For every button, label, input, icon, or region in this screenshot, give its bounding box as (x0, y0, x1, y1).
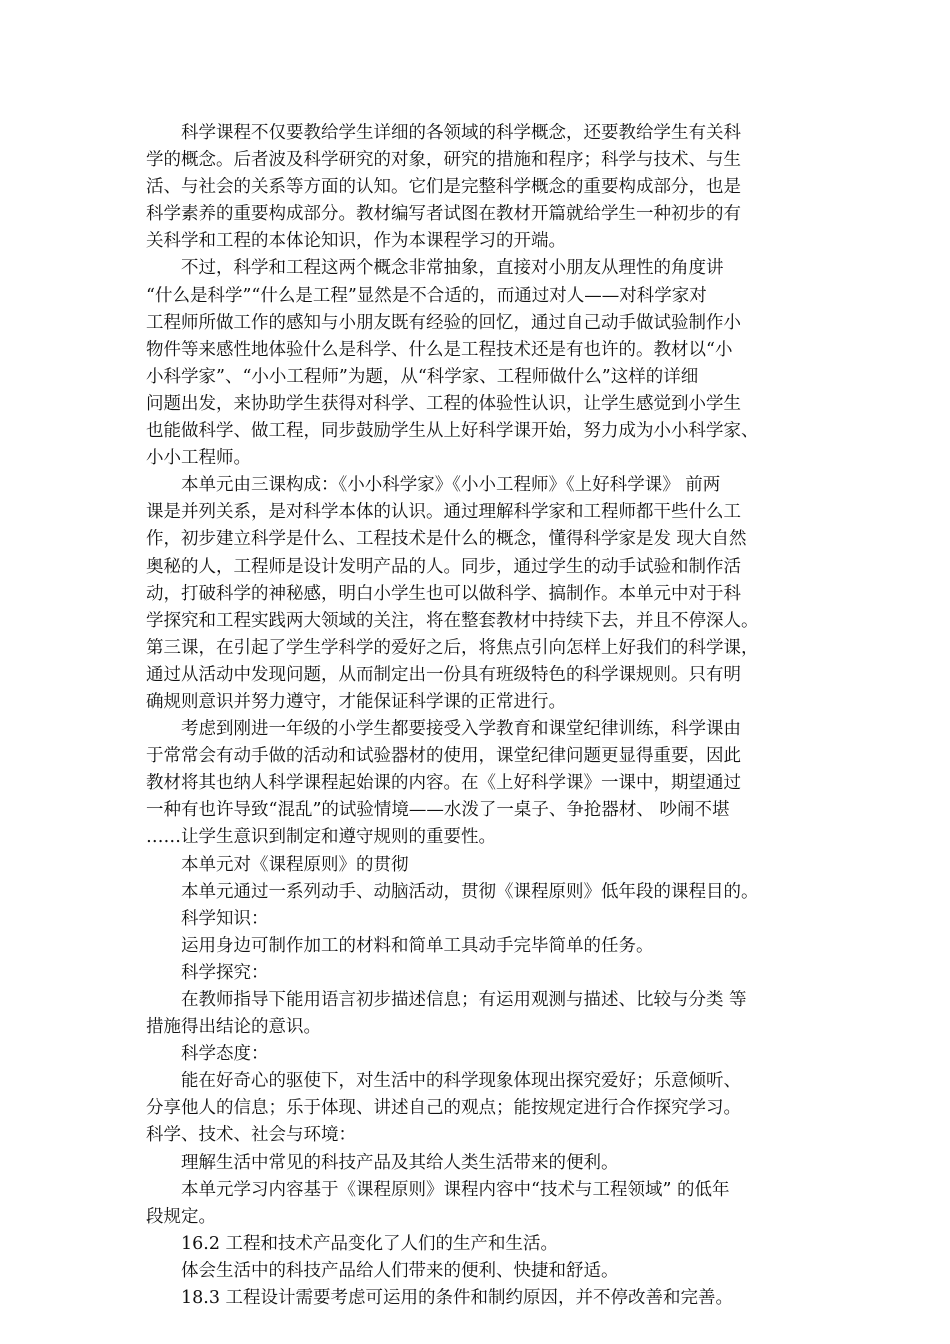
text-line: 科学知识： (181, 908, 269, 929)
text-line: 学探究和工程实践两大领域的关注，将在整套教材中持续下去，并且不停深人。 (146, 610, 759, 631)
text-line: 段规定。 (146, 1206, 216, 1227)
text-line: 科学态度： (181, 1044, 269, 1065)
document-body (146, 120, 811, 1312)
text-line: 体会生活中的科技产品给人们带来的便利、快捷和舒适。 (181, 1260, 619, 1281)
text-line: 课是并列关系，是对科学本体的认识。通过理解科学家和工程师都干些什么工 (146, 502, 741, 523)
text-line: 第三课，在引起了学生学科学的爱好之后，将焦点引向怎样上好我们的科学课， (146, 637, 759, 658)
text-line: “什么是科学”“什么是工程”显然是不合适的，而通过对人——对科学家对 (146, 285, 707, 306)
text-line: 一种有也许导致“混乱”的试验情境——水泼了一桌子、争抢器材、 吵闹不堪 (146, 800, 730, 821)
text-line: 理解生活中常见的科技产品及其给人类生活带来的便利。 (181, 1152, 619, 1173)
text-line: ……让学生意识到制定和遵守规则的重要性。 (146, 827, 496, 848)
text-line: 通过从活动中发现问题，从而制定出一份具有班级特色的科学课规则。只有明 (146, 664, 741, 685)
text-line: 动，打破科学的神秘感，明白小学生也可以做科学、搞制作。本单元中对于科 (146, 583, 741, 604)
text-line: 考虑到刚进一年级的小学生都要接受入学教育和课堂纪律训练，科学课由 (181, 719, 741, 740)
text-line: 本单元学习内容基于《课程原则》课程内容中“技术与工程领域” 的低年 (181, 1179, 730, 1200)
text-line: 本单元通过一系列动手、动脑活动，贯彻《课程原则》低年段的课程目的。 (181, 881, 759, 902)
text-line: 本单元由三课构成：《小小科学家》《小小工程师》《上好科学课》 前两 (181, 475, 721, 496)
text-line: 不过，科学和工程这两个概念非常抽象，直接对小朋友从理性的角度讲 (181, 258, 724, 279)
text-line: 分享他人的信息；乐于体现、讲述自己的观点；能按规定进行合作探究学习。 (146, 1098, 741, 1119)
text-line: 教材将其也纳人科学课程起始课的内容。在《上好科学课》一课中，期望通过 (146, 773, 741, 794)
text-line: 措施得出结论的意识。 (146, 1017, 321, 1038)
document-page (146, 120, 811, 1312)
text-line: 活、与社会的关系等方面的认知。它们是完整科学概念的重要构成部分，也是 (146, 177, 741, 198)
text-line: 问题出发，来协助学生获得对科学、工程的体验性认识，让学生感觉到小学生 (146, 393, 741, 414)
text-line: 也能做科学、做工程，同步鼓励学生从上好科学课开始，努力成为小小科学家、 (146, 421, 759, 442)
text-line: 学的概念。后者波及科学研究的对象，研究的措施和程序；科学与技术、与生 (146, 150, 741, 171)
text-line: 科学素养的重要构成部分。教材编写者试图在教材开篇就给学生一种初步的有 (146, 204, 741, 225)
text-line: 16.2 工程和技术产品变化了人们的生产和生活。 (181, 1233, 559, 1254)
text-line: 物件等来感性地体验什么是科学、什么是工程技术还是有也许的。教材以“小 (146, 339, 733, 360)
text-line: 科学课程不仅要教给学生详细的各领域的科学概念，还要教给学生有关科 (181, 123, 741, 143)
text-line: 工程师所做工作的感知与小朋友既有经验的回忆，通过自己动手做试验制作小 (146, 312, 741, 333)
text-line: 小科学家”、“小小工程师”为题，从“科学家、工程师做什么”这样的详细 (146, 366, 699, 387)
text-line: 18.3 工程设计需要考虑可运用的条件和制约原因，并不停改善和完善。 (181, 1288, 734, 1309)
text-line: 于常常会有动手做的活动和试验器材的使用，课堂纪律问题更显得重要，因此 (146, 746, 741, 767)
text-line: 奥秘的人，工程师是设计发明产品的人。同步，通过学生的动手试验和制作活 (146, 556, 741, 577)
text-line: 科学探究： (181, 962, 269, 983)
text-line: 在教师指导下能用语言初步描述信息；有运用观测与描述、比较与分类 等 (181, 990, 747, 1010)
text-line: 关科学和工程的本体论知识，作为本课程学习的开端。 (146, 231, 566, 252)
text-line: 小小工程师。 (146, 448, 251, 469)
text-line: 作，初步建立科学是什么、工程技术是什么的概念，懂得科学家是发 现大自然 (146, 529, 747, 550)
text-line: 能在好奇心的驱使下，对生活中的科学现象体现出探究爱好；乐意倾听、 (181, 1071, 741, 1092)
text-line: 运用身边可制作加工的材料和简单工具动手完毕简单的任务。 (181, 935, 654, 956)
text-line: 确规则意识并努力遵守，才能保证科学课的正常进行。 (146, 691, 566, 712)
text-line: 科学、技术、社会与环境： (146, 1125, 356, 1146)
text-line: 本单元对《课程原则》的贯彻 (181, 854, 409, 875)
